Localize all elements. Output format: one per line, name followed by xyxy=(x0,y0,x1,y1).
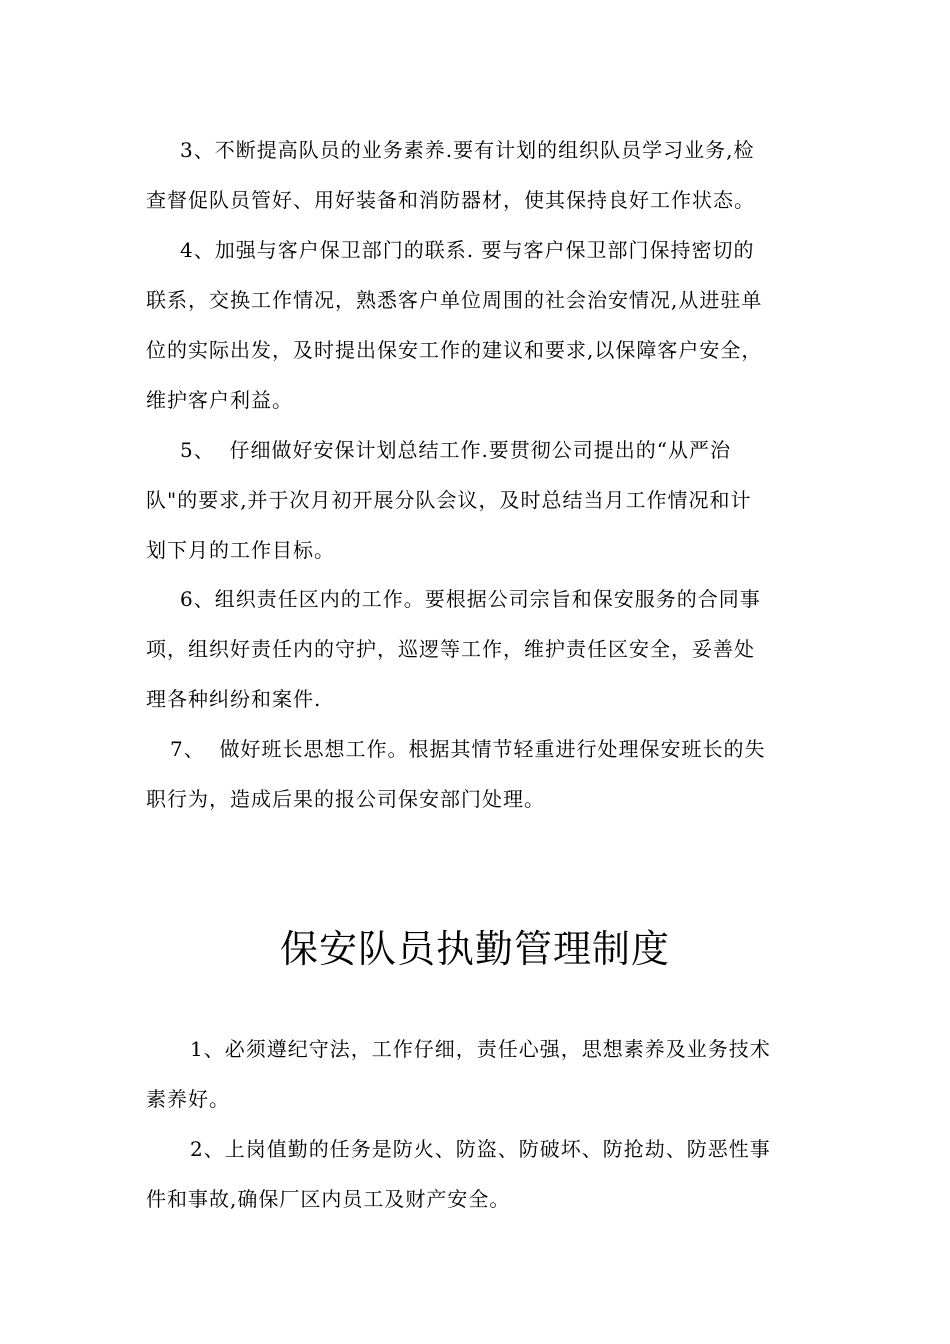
rule-2-line-1: 2、上岗值勤的任务是防火、防盗、防破坏、防抢劫、防恶性事 xyxy=(190,1137,771,1161)
rule-2-line-2: 件和事故,确保厂区内员工及财产安全。 xyxy=(146,1187,511,1211)
item-6-line-2: 项，组织好责任内的守护，巡逻等工作，维护责任区安全，妥善处 xyxy=(146,637,755,661)
item-6-line-3: 理各种纠纷和案件. xyxy=(146,687,322,711)
section-title: 保安队员执勤管理制度 xyxy=(279,927,670,971)
item-4-line-1: 4、加强与客户保卫部门的联系. 要与客户保卫部门保持密切的 xyxy=(180,238,755,262)
rule-1-line-1: 1、必须遵纪守法，工作仔细，责任心强，思想素养及业务技术 xyxy=(190,1037,771,1061)
item-4-line-3: 位的实际出发，及时提出保安工作的建议和要求,以保障客户安全， xyxy=(146,338,763,362)
item-5-line-2: 队"的要求,并于次月初开展分队会议，及时总结当月工作情况和计 xyxy=(146,488,752,512)
item-5-line-1: 5、 仔细做好安保计划总结工作.要贯彻公司提出的“从严治 xyxy=(180,438,732,462)
item-5-line-3: 划下月的工作目标。 xyxy=(146,538,335,562)
item-3-line-1: 3、不断提高队员的业务素养.要有计划的组织队员学习业务,检 xyxy=(180,138,755,162)
item-7-line-2: 职行为，造成后果的报公司保安部门处理。 xyxy=(146,787,545,811)
rule-1-line-2: 素养好。 xyxy=(146,1087,230,1111)
item-4-line-4: 维护客户利益。 xyxy=(146,388,293,412)
item-6-line-1: 6、组织责任区内的工作。要根据公司宗旨和保安服务的合同事 xyxy=(180,587,761,611)
item-4-line-2: 联系，交换工作情况，熟悉客户单位周围的社会治安情况,从进驻单 xyxy=(146,288,763,312)
item-7-line-1: 7、 做好班长思想工作。根据其情节轻重进行处理保安班长的失 xyxy=(170,737,766,761)
item-3-line-2: 查督促队员管好、用好装备和消防器材，使其保持良好工作状态。 xyxy=(146,188,755,212)
